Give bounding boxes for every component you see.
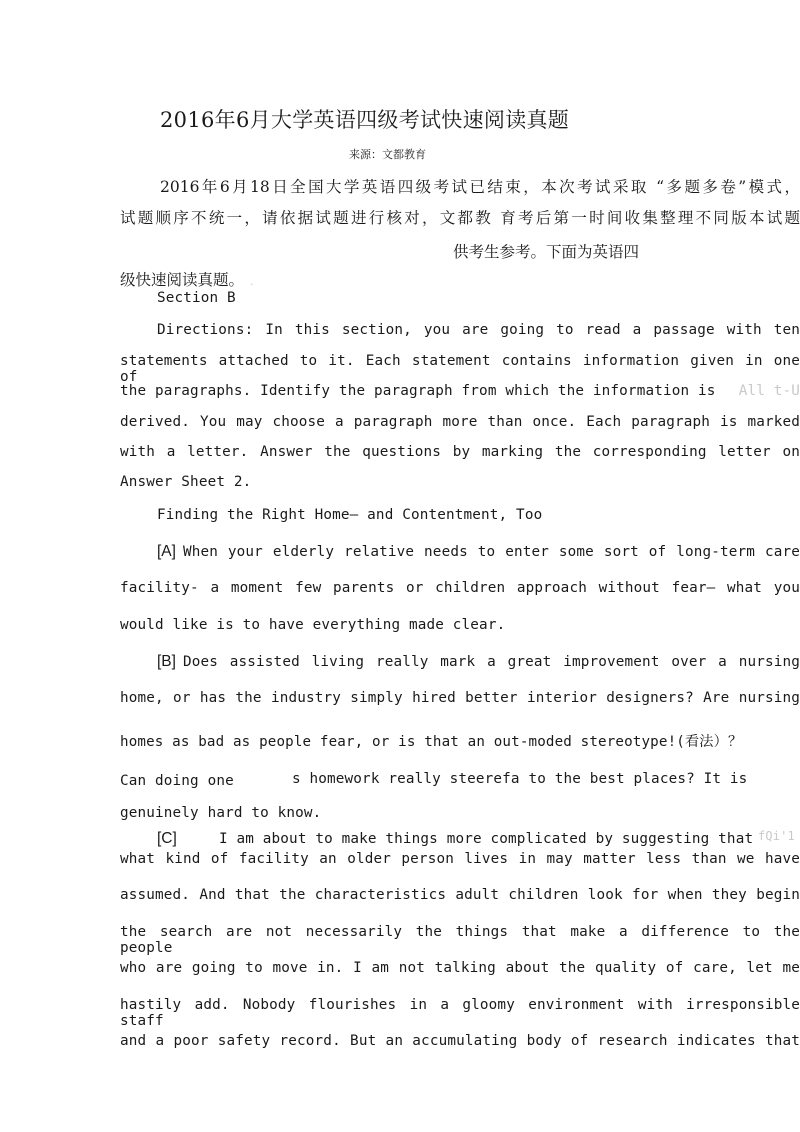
document-source: 来源：文都教育 [349, 148, 426, 161]
document-title: 2016年6月大学英语四级考试快速阅读真题 [160, 108, 570, 132]
para-c-line-5: who are going to move in. I am not talking about the quality of care, let me [120, 960, 800, 976]
para-b-line-4a: Can doing one [120, 773, 234, 789]
para-a-line-3: would like is to have everything made clear. [120, 617, 506, 633]
para-b-line-1 [157, 653, 800, 671]
intro-line-1: 2016年6月18日全国大学英语四级考试已结束，本次考试采取 “多题多卷”模式， [160, 178, 800, 196]
directions-line-3-text: the paragraphs. Identify the paragraph from which the information is [120, 383, 716, 399]
para-a-text-1: When your elderly relative needs to enter some sort of long-term care [182, 544, 800, 560]
para-b-label: [B] [157, 653, 176, 670]
para-c-line-1-faint: fQi'1 [758, 829, 795, 843]
directions-line-6: Answer Sheet 2. [120, 474, 252, 490]
para-b-line-2: home, or has the industry simply hired better interior designers? Are nursing [120, 690, 800, 706]
para-c-label: [C] [157, 830, 177, 847]
para-c-line-7: and a poor safety record. But an accumulating body of research indicates that [120, 1033, 800, 1049]
para-c-line-6: hastily add. Nobody flourishes in a gloomy environment with irresponsible staff [120, 997, 800, 1029]
para-b-line-5: genuinely hard to know. [120, 805, 322, 821]
passage-title: Finding the Right Home— and Contentment, Too [157, 507, 543, 523]
intro-line-4 [120, 268, 254, 290]
para-c-line-4: the search are not necessarily the things that make a difference to the people [120, 924, 800, 956]
directions-line-4: derived. You may choose a paragraph more than once. Each paragraph is marked [120, 414, 800, 430]
intro-line-4-text: 级快速阅读真题。 [120, 271, 245, 289]
intro-line-2: 试题顺序不统一，请依据试题进行核对，文都教 育考后第一时间收集整理不同版本试题 [120, 209, 800, 227]
para-c-line-1: I am about to make things more complicated by suggesting that [219, 831, 754, 847]
para-a-label: [A] [157, 543, 176, 560]
para-b-text-1: Does assisted living really mark a great improvement over a nursing [182, 654, 800, 670]
para-a-line-2: facility- a moment few parents or children approach without fear— what you [120, 580, 800, 596]
directions-line-3 [120, 383, 800, 399]
para-c-line-2: what kind of facility an older person lives in may matter less than we have [120, 851, 800, 867]
para-a-line-1 [157, 543, 800, 561]
para-c-line-3: assumed. And that the characteristics adult children look for when they begin [120, 887, 800, 903]
section-heading: Section B [157, 290, 236, 306]
para-b-line-3: homes as bad as people fear, or is that an out-moded stereotype!(看法）？ [120, 734, 743, 750]
directions-line-5: with a letter. Answer the questions by marking the corresponding letter on [120, 444, 800, 460]
intro-line-3: 供考生参考。下面为英语四 [453, 243, 640, 261]
intro-line-4-mark: . [250, 275, 254, 288]
directions-line-3-faint: All t-U [738, 383, 800, 399]
directions-line-1: Directions: In this section, you are going to read a passage with ten [157, 322, 800, 338]
directions-line-2: statements attached to it. Each statement contains information given in one of [120, 353, 800, 385]
para-b-line-4b: s homework really steerefa to the best places? It is [292, 771, 748, 787]
